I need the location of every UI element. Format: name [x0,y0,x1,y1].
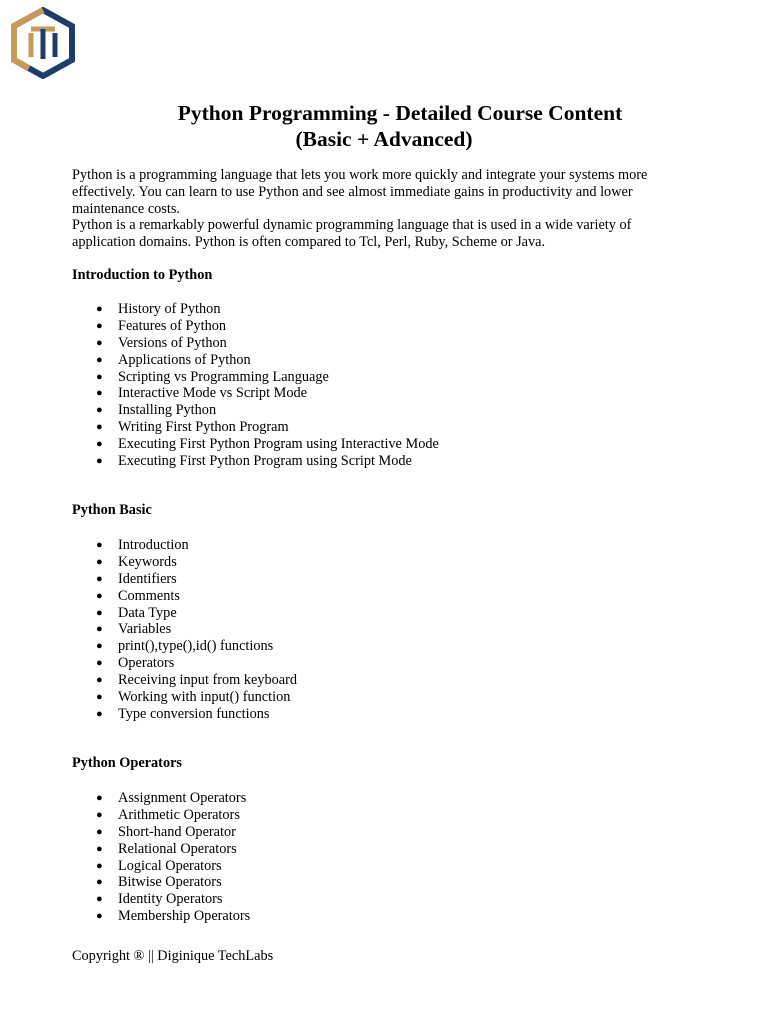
list-item [72,638,297,655]
bullet-icon: ● [96,876,103,889]
list-item-label: Data Type [118,604,177,621]
list-item-label: Features of Python [118,317,227,334]
title-line-1: Python Programming - Detailed Course Content [177,101,623,125]
bullet-icon: ● [96,842,103,855]
list-item [72,369,439,386]
bullet-icon: ● [96,303,103,315]
bullet-icon: ● [96,572,103,585]
list-item-label: Writing First Python Program [118,419,289,436]
bullet-icon: ● [96,691,103,704]
bullet-icon: ● [96,438,103,451]
bullet-icon: ● [96,336,103,349]
list-item [72,419,439,436]
section-list-basic [72,537,297,723]
list-item-label: Relational Operators [118,840,237,857]
list-item-label: Operators [118,655,175,672]
bullet-icon: ● [96,640,103,653]
intro-paragraph-1: Python is a programming language that lets you work more quickly and integrate your systems more effectively. You can learn to use Python and see almost immediate gains in productivity and lower maintenance costs. [72,167,648,217]
section-list-operators [72,790,250,925]
list-item-label: Versions of Python [118,334,227,351]
bullet-icon: ● [96,404,103,417]
list-item-label: Comments [118,587,180,604]
bullet-icon: ● [96,893,103,906]
bullet-icon: ● [96,707,103,720]
list-item-label: Type conversion functions [118,705,270,722]
bullet-icon: ● [96,539,103,551]
list-item [72,824,250,841]
list-item-label: Short-hand Operator [118,823,236,840]
list-item-label: Interactive Mode vs Script Mode [118,385,307,402]
list-item [72,858,250,875]
bullet-icon: ● [96,319,103,332]
list-item-label: Executing First Python Program using Script Mode [118,453,412,470]
list-item-label: Installing Python [118,402,217,419]
list-item-label: Applications of Python [118,351,251,368]
list-item [72,706,297,723]
bullet-icon: ● [96,674,103,687]
list-item-label: Logical Operators [118,857,222,874]
section-heading-introduction: Introduction to Python [72,267,213,283]
list-item-label: Identifiers [118,570,177,587]
list-item [72,301,439,318]
list-item [72,908,250,925]
list-item [72,874,250,891]
list-item [72,689,297,706]
section-heading-operators: Python Operators [72,755,182,771]
list-item-label: Membership Operators [118,908,251,925]
list-item [72,385,439,402]
bullet-icon: ● [96,589,103,602]
list-item-label: Keywords [118,553,177,570]
intro-text [72,167,682,251]
list-item-label: Scripting vs Programming Language [118,368,329,385]
bullet-icon: ● [96,387,103,400]
page-title [60,100,708,152]
list-item-label: Introduction [118,537,189,553]
list-item [72,621,297,638]
bullet-icon: ● [96,792,103,804]
list-item-label: Variables [118,621,172,638]
copyright-footer: Copyright ® || Diginique TechLabs [72,948,274,964]
list-item [72,672,297,689]
bullet-icon: ● [96,910,103,923]
list-item-label: Identity Operators [118,891,223,908]
list-item [72,318,439,335]
bullet-icon: ● [96,825,103,838]
bullet-icon: ● [96,555,103,568]
list-item [72,335,439,352]
list-item-label: Receiving input from keyboard [118,672,298,689]
bullet-icon: ● [96,623,103,636]
list-item [72,537,297,554]
list-item [72,571,297,588]
bullet-icon: ● [96,657,103,670]
bullet-icon: ● [96,370,103,383]
title-line-2: (Basic + Advanced) [295,127,473,151]
bullet-icon: ● [96,353,103,366]
bullet-icon: ● [96,455,103,468]
list-item [72,841,250,858]
list-item-label: Bitwise Operators [118,874,222,891]
intro-paragraph-2: Python is a remarkably powerful dynamic programming language that is used in a wide variety of application domains. Python is often compared to Tcl, Perl, Ruby, Scheme or Java. [72,217,632,251]
list-item [72,655,297,672]
list-item [72,790,250,807]
bullet-icon: ● [96,859,103,872]
list-item [72,352,439,369]
list-item [72,588,297,605]
bullet-icon: ● [96,808,103,821]
bullet-icon: ● [96,606,103,619]
list-item-label: History of Python [118,301,221,317]
diginique-logo-icon [9,7,77,79]
bullet-icon: ● [96,421,103,434]
list-item-label: Assignment Operators [118,790,247,806]
section-heading-basic: Python Basic [72,502,152,518]
list-item [72,891,250,908]
list-item-label: Arithmetic Operators [118,806,240,823]
list-item [72,807,250,824]
list-item-label: Executing First Python Program using Interactive Mode [118,436,439,453]
section-list-introduction [72,301,439,470]
list-item-label: print(),type(),id() functions [118,638,274,655]
list-item [72,453,439,470]
list-item [72,436,439,453]
list-item-label: Working with input() function [118,689,291,706]
list-item [72,605,297,622]
list-item [72,402,439,419]
list-item [72,554,297,571]
